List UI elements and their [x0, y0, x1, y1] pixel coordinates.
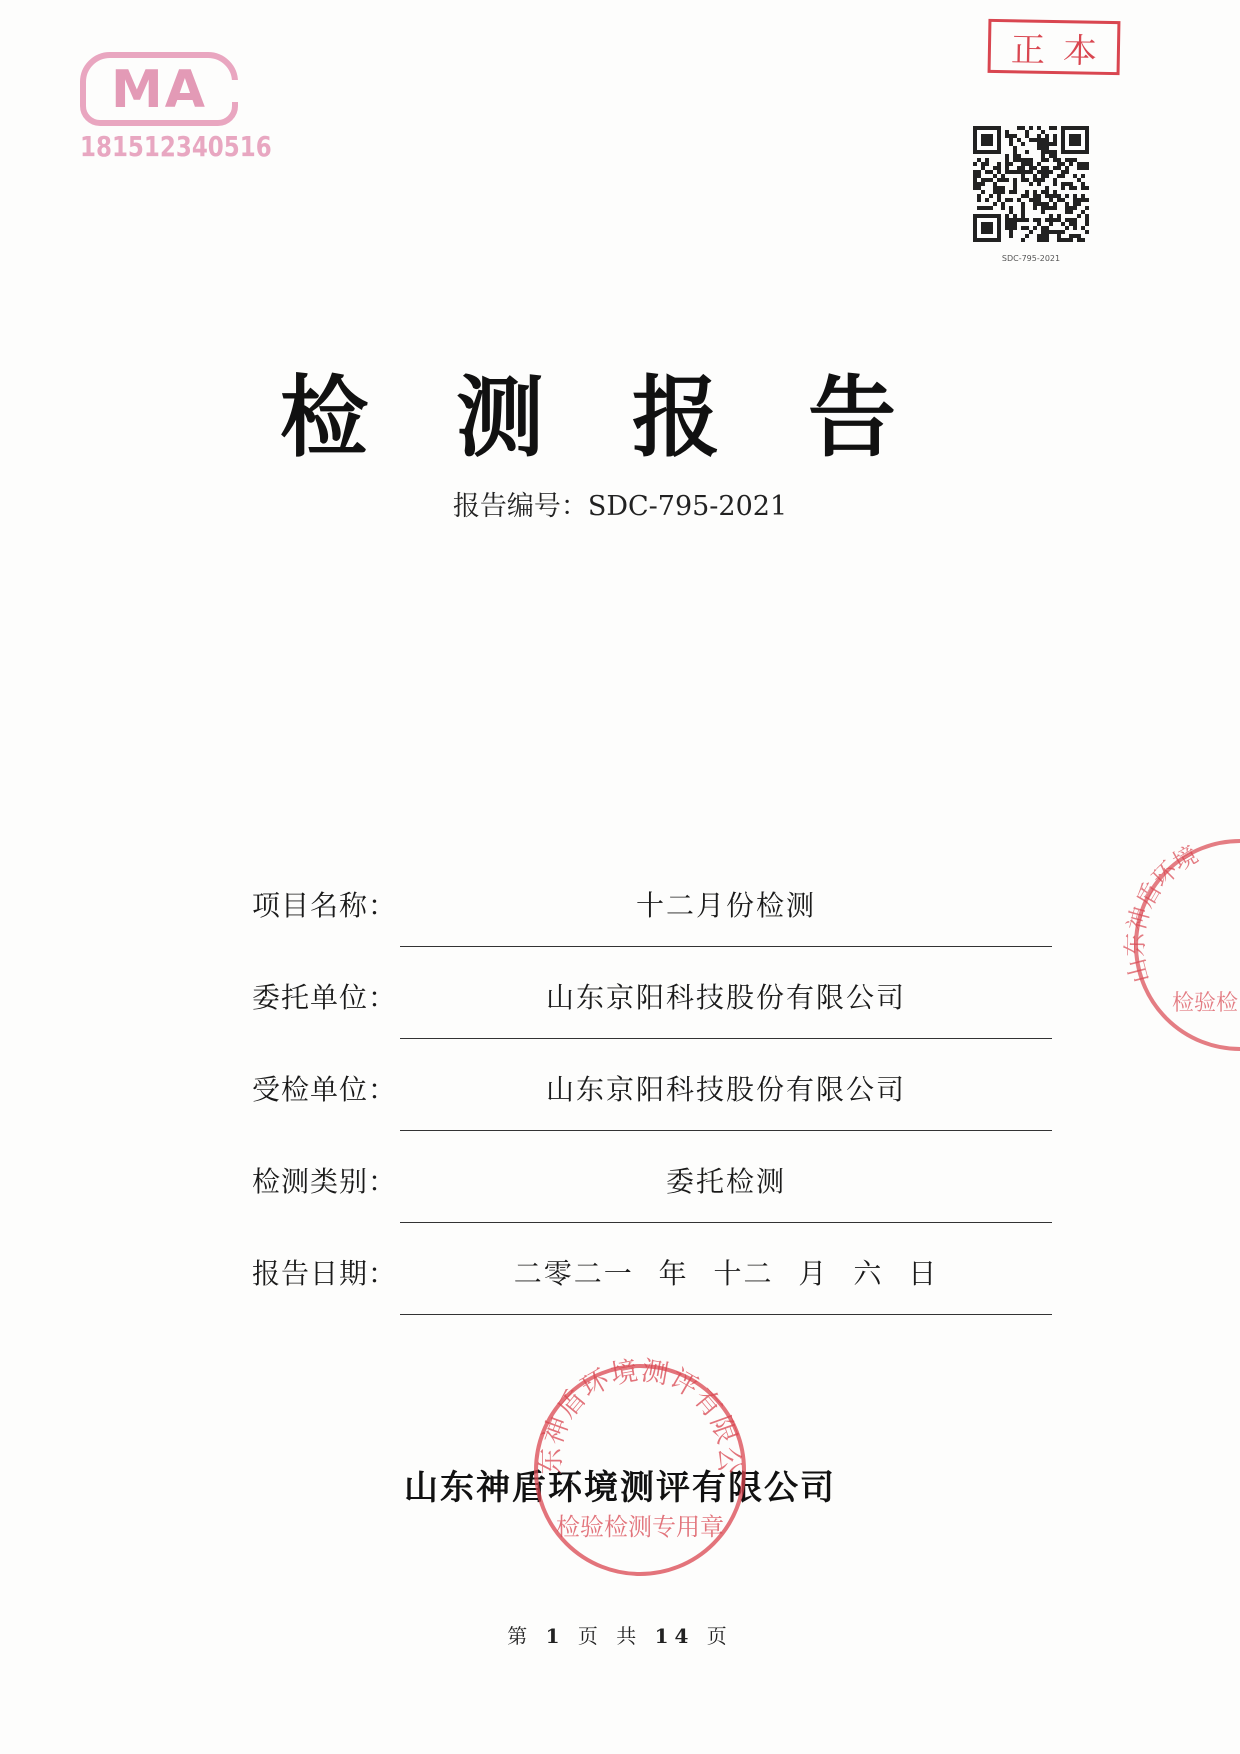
underline [400, 946, 1052, 947]
page-total: 14 [654, 1624, 695, 1648]
info-label: 受检单位： [252, 1073, 398, 1106]
report-number-label: 报告编号： [452, 491, 588, 522]
document-title: 检测报告 [279, 366, 984, 469]
edge-seal-icon [1121, 830, 1240, 1060]
page-suffix: 页 [706, 1624, 733, 1648]
report-number [0, 484, 1240, 523]
info-row-report-date [252, 1246, 1052, 1338]
underline [400, 1314, 1052, 1315]
info-row-project [252, 878, 1052, 970]
cma-mark [80, 52, 272, 163]
seal-bottom-text: 检验检测专用章 [556, 1513, 724, 1541]
edge-seal [1121, 830, 1240, 1060]
qr-code [973, 126, 1089, 263]
report-number-value: SDC-795-2021 [587, 491, 788, 522]
page-middle: 页 共 [577, 1624, 643, 1648]
page-indicator [0, 1620, 1240, 1649]
cma-number: 181512340516 [80, 130, 272, 163]
info-value: 二零二一 年 十二 月 六 日 [513, 1257, 939, 1290]
cma-frame [80, 52, 238, 126]
info-table [252, 878, 1052, 1338]
info-value: 委托检测 [665, 1165, 786, 1198]
issuing-company: 山东神盾环境测评有限公司 [404, 1468, 836, 1508]
seal-arc-text: 山东神盾环境测评有限公司 [516, 1336, 745, 1475]
qr-code-icon [973, 126, 1089, 242]
info-value: 山东京阳科技股份有限公司 [545, 1073, 906, 1106]
page-current: 1 [545, 1624, 566, 1648]
page-prefix: 第 [507, 1624, 534, 1648]
info-value: 山东京阳科技股份有限公司 [545, 981, 906, 1014]
info-row-inspected-unit [252, 1062, 1052, 1154]
edge-seal-bottom-text: 检验检 [1172, 991, 1239, 1016]
edge-seal-arc-text: 山东神盾环境 [1121, 840, 1203, 986]
info-label: 报告日期： [252, 1257, 398, 1290]
underline [400, 1130, 1052, 1131]
info-row-client [252, 970, 1052, 1062]
qr-caption: SDC-795-2021 [1001, 254, 1061, 263]
underline [400, 1038, 1052, 1039]
info-row-test-category [252, 1154, 1052, 1246]
seal-icon [516, 1336, 750, 1580]
info-value: 十二月份检测 [635, 889, 816, 922]
info-label: 检测类别： [252, 1165, 398, 1198]
cma-letters: MA [111, 60, 207, 120]
company-seal [516, 1336, 750, 1580]
info-label: 项目名称： [252, 889, 398, 922]
info-label: 委托单位： [252, 981, 398, 1014]
svg-text:山东神盾环境 [1121, 840, 1203, 985]
underline [400, 1222, 1052, 1223]
original-copy-stamp: 正本 [988, 19, 1121, 75]
svg-text:山东神盾环境测评有限公司 [516, 1336, 744, 1475]
